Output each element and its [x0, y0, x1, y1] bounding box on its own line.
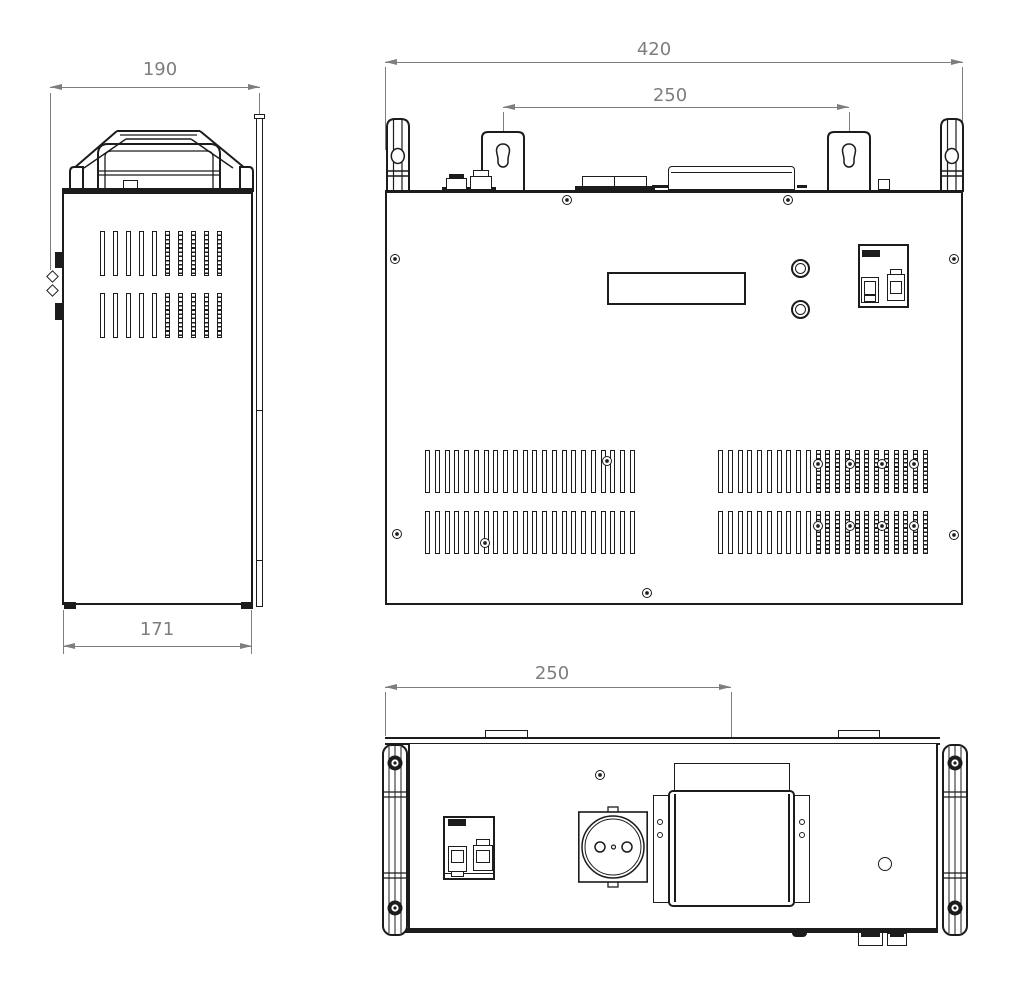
- top-connector: [446, 178, 467, 190]
- mount-bracket-right: [827, 131, 871, 191]
- dim-250-front-line: [503, 107, 849, 108]
- vent-slot: [126, 293, 131, 338]
- dim-arrow-icon: [385, 684, 397, 690]
- vent-slot: [874, 450, 879, 493]
- vent-slot: [435, 450, 440, 493]
- terminal-block: [614, 176, 647, 187]
- side-vent-row: [100, 293, 222, 338]
- dim-250-bottom-label: 250: [534, 663, 570, 684]
- vent-slot: [718, 450, 723, 493]
- vent-slot: [894, 511, 899, 554]
- vent-slot: [738, 511, 743, 554]
- vent-slot: [562, 450, 567, 493]
- terminal-cover-edge: [788, 794, 790, 902]
- dim-arrow-icon: [240, 643, 252, 649]
- power-socket: [578, 805, 648, 889]
- screw-icon: [783, 195, 793, 205]
- top-cover-box: [668, 166, 795, 190]
- vent-slot: [806, 450, 811, 493]
- dim-arrow-icon: [63, 643, 75, 649]
- vent-slot: [610, 450, 615, 493]
- vent-slot: [601, 511, 606, 554]
- vent-slot: [552, 450, 557, 493]
- vent-slot: [796, 450, 801, 493]
- vent-slot: [777, 450, 782, 493]
- vent-slot: [484, 450, 489, 493]
- vent-slot: [178, 293, 183, 338]
- vent-slot: [152, 231, 157, 276]
- screw-icon: [657, 819, 663, 825]
- dim-190-line: [50, 87, 260, 88]
- vent-slot: [864, 511, 869, 554]
- vent-slot: [454, 450, 459, 493]
- vent-slot: [620, 450, 625, 493]
- top-connector-cap: [449, 174, 464, 179]
- screw-icon: [845, 521, 855, 531]
- vent-slot: [923, 511, 928, 554]
- side-connector: [55, 303, 62, 320]
- vent-slot: [738, 450, 743, 493]
- vent-slot: [913, 450, 918, 493]
- vent-slot: [532, 450, 537, 493]
- screw-icon: [562, 195, 572, 205]
- vent-slot: [591, 511, 596, 554]
- vent-slot: [445, 450, 450, 493]
- dim-arrow-icon: [50, 84, 62, 90]
- screw-icon: [949, 254, 959, 264]
- terminal-block: [582, 176, 615, 187]
- cover-pad: [652, 185, 668, 188]
- vent-slot: [191, 231, 196, 276]
- screw-icon: [392, 529, 402, 539]
- vent-slot: [532, 511, 537, 554]
- screw-icon: [949, 530, 959, 540]
- vent-slot: [835, 450, 840, 493]
- vent-slot: [445, 511, 450, 554]
- vent-slot: [204, 231, 209, 276]
- bottom-view-front-edge: [385, 928, 938, 933]
- terminal-box-cover: [668, 790, 795, 907]
- screw-icon: [909, 459, 919, 469]
- vent-slot: [845, 450, 850, 493]
- vent-slot: [728, 450, 733, 493]
- vent-slot: [757, 450, 762, 493]
- vent-slot: [204, 293, 209, 338]
- vent-slot: [913, 511, 918, 554]
- vent-slot: [630, 511, 635, 554]
- terminal-box-top: [674, 763, 790, 792]
- wing-screw-icon: [46, 270, 59, 283]
- vent-slot: [217, 231, 222, 276]
- vent-slot: [542, 450, 547, 493]
- vent-slot: [474, 450, 479, 493]
- breaker-switch-inner: [451, 850, 464, 863]
- vent-slot: [425, 450, 430, 493]
- bottom-rail-left: [382, 744, 408, 936]
- vent-slot: [113, 231, 118, 276]
- breaker-label: [862, 250, 880, 257]
- vent-slot: [816, 450, 821, 493]
- screw-icon: [799, 832, 805, 838]
- vent-slot: [493, 511, 498, 554]
- vent-slot: [126, 231, 131, 276]
- dim-171-label: 171: [139, 619, 175, 640]
- vent-slot: [923, 450, 928, 493]
- top-tab: [878, 179, 890, 190]
- handle-rail-right: [940, 118, 964, 192]
- breaker-switch-cap: [476, 839, 490, 846]
- dim-420-label: 420: [636, 39, 672, 60]
- screw-icon: [642, 588, 652, 598]
- vent-slot: [165, 293, 170, 338]
- vent-slot: [464, 511, 469, 554]
- wing-screw-icon: [46, 284, 59, 297]
- dim-arrow-icon: [248, 84, 260, 90]
- vent-slot: [767, 450, 772, 493]
- vent-slot: [777, 511, 782, 554]
- top-connector: [470, 176, 492, 190]
- screw-icon: [845, 459, 855, 469]
- vent-slot: [503, 511, 508, 554]
- screw-icon: [877, 521, 887, 531]
- vent-slot: [864, 450, 869, 493]
- vent-slot: [100, 293, 105, 338]
- vent-slot: [139, 293, 144, 338]
- vent-slot: [571, 450, 576, 493]
- top-cover-line: [671, 172, 792, 173]
- vent-slot: [786, 511, 791, 554]
- rear-plate-cap: [254, 114, 265, 119]
- dim-arrow-icon: [503, 104, 515, 110]
- dim-arrow-icon: [837, 104, 849, 110]
- top-connector-cap: [473, 170, 489, 177]
- screw-icon: [909, 521, 919, 531]
- foot: [64, 602, 76, 609]
- vent-slot: [562, 511, 567, 554]
- plate-seam: [257, 560, 262, 561]
- vent-slot: [620, 511, 625, 554]
- vent-slot: [630, 450, 635, 493]
- foot: [241, 602, 253, 609]
- vent-slot: [513, 511, 518, 554]
- dim-250-bottom-extension: [385, 692, 386, 736]
- handle-rail-left: [386, 118, 410, 192]
- vent-slot: [874, 511, 879, 554]
- vent-slot: [523, 511, 528, 554]
- vent-slot: [178, 231, 183, 276]
- dim-190-extension: [50, 93, 51, 270]
- vent-slot: [493, 450, 498, 493]
- front-vent-grid: [718, 511, 928, 554]
- dim-arrow-icon: [719, 684, 731, 690]
- vent-slot: [884, 450, 889, 493]
- breaker-switch-inner: [890, 281, 902, 294]
- vent-slot: [825, 511, 830, 554]
- screw-icon: [657, 832, 663, 838]
- terminal-flange-left: [653, 795, 669, 903]
- vent-slot: [855, 511, 860, 554]
- vent-slot: [816, 511, 821, 554]
- breaker-switch-cap: [890, 269, 902, 275]
- screw-icon: [602, 456, 612, 466]
- front-vent-grid: [718, 450, 928, 493]
- foot: [792, 931, 807, 937]
- vent-slot: [474, 511, 479, 554]
- dim-250-front-label: 250: [652, 85, 688, 106]
- vent-slot: [610, 511, 615, 554]
- rear-mount-plate: [256, 117, 263, 607]
- screw-icon: [390, 254, 400, 264]
- screw-icon: [480, 538, 490, 548]
- vent-slot: [806, 511, 811, 554]
- screw-icon: [595, 770, 605, 780]
- side-vent-row: [100, 231, 222, 276]
- vent-slot: [728, 511, 733, 554]
- carry-handle: [60, 122, 260, 194]
- terminal-cover-edge: [674, 794, 676, 902]
- vent-slot: [435, 511, 440, 554]
- indicator-button: [791, 300, 810, 319]
- vent-slot: [747, 450, 752, 493]
- vent-slot: [903, 450, 908, 493]
- vent-slot: [113, 293, 118, 338]
- dim-171-line: [63, 646, 252, 647]
- vent-slot: [796, 511, 801, 554]
- vent-slot: [425, 511, 430, 554]
- plate-seam: [257, 410, 262, 411]
- vent-slot: [571, 511, 576, 554]
- cover-pad: [797, 185, 807, 188]
- breaker-switch-inner: [864, 281, 876, 295]
- vent-slot: [884, 511, 889, 554]
- side-connector: [55, 252, 62, 268]
- vent-slot: [191, 293, 196, 338]
- bottom-rail-right: [942, 744, 968, 936]
- vent-slot: [845, 511, 850, 554]
- vent-slot: [581, 450, 586, 493]
- dim-250-bottom-line: [385, 687, 731, 688]
- vent-slot: [747, 511, 752, 554]
- vent-slot: [503, 450, 508, 493]
- dim-420-line: [385, 62, 963, 63]
- vent-slot: [523, 450, 528, 493]
- vent-slot: [513, 450, 518, 493]
- screw-icon: [813, 459, 823, 469]
- vent-slot: [835, 511, 840, 554]
- dim-arrow-icon: [951, 59, 963, 65]
- vent-slot: [903, 511, 908, 554]
- vent-slot: [152, 293, 157, 338]
- bottom-connector-cap: [861, 932, 880, 937]
- vent-slot: [894, 450, 899, 493]
- screw-icon: [813, 521, 823, 531]
- vent-slot: [100, 231, 105, 276]
- vent-slot: [581, 511, 586, 554]
- vent-slot: [718, 511, 723, 554]
- screw-icon: [799, 819, 805, 825]
- terminal-flange-right: [794, 795, 810, 903]
- vent-slot: [139, 231, 144, 276]
- vent-slot: [767, 511, 772, 554]
- vent-slot: [786, 450, 791, 493]
- vent-slot: [542, 511, 547, 554]
- dim-arrow-icon: [385, 59, 397, 65]
- vent-slot: [757, 511, 762, 554]
- breaker-switch-inner: [476, 850, 490, 863]
- lcd-display: [607, 272, 746, 305]
- bottom-connector-cap: [890, 933, 904, 937]
- indicator-button: [791, 259, 810, 278]
- breaker-switch-foot: [864, 295, 876, 302]
- screw-icon: [877, 459, 887, 469]
- vent-slot: [825, 450, 830, 493]
- vent-slot: [591, 450, 596, 493]
- vent-slot: [165, 231, 170, 276]
- vent-slot: [855, 450, 860, 493]
- breaker-switch-foot: [451, 871, 464, 877]
- vent-slot: [454, 511, 459, 554]
- cable-hole: [878, 857, 892, 871]
- handle-notch: [123, 180, 138, 189]
- vent-slot: [464, 450, 469, 493]
- front-vent-grid: [425, 511, 635, 554]
- vent-slot: [217, 293, 222, 338]
- dim-190-label: 190: [142, 59, 178, 80]
- vent-slot: [552, 511, 557, 554]
- breaker-label: [448, 819, 466, 826]
